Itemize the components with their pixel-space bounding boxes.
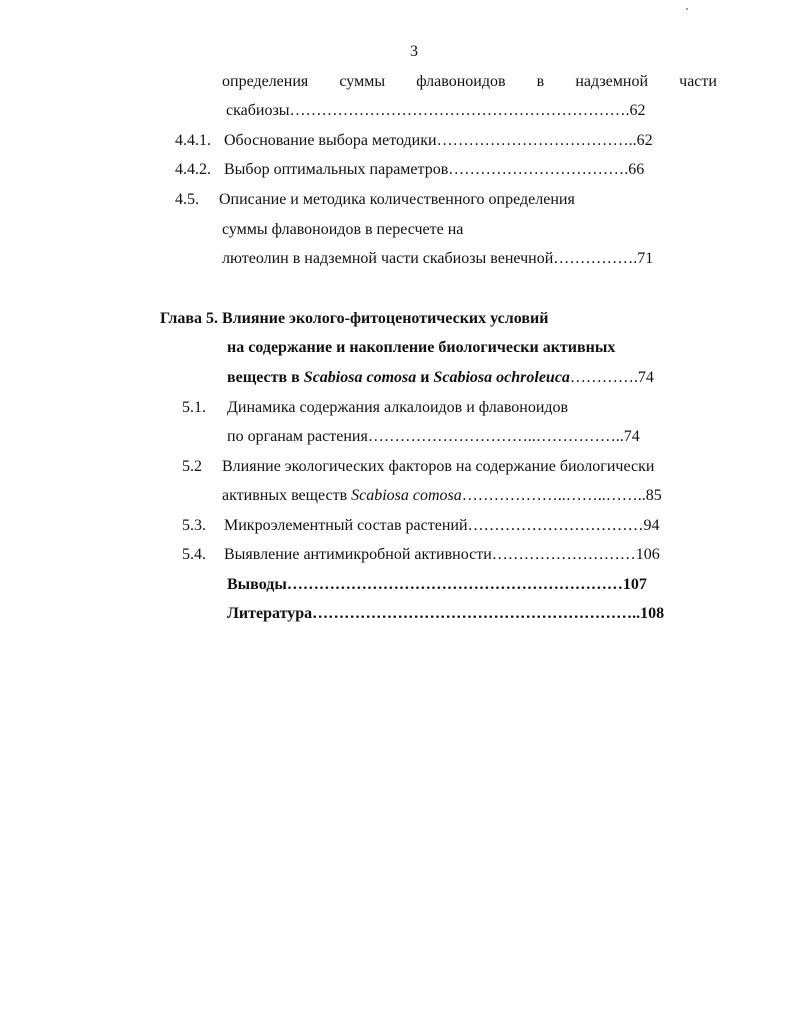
text: активных веществ	[222, 487, 352, 504]
toc-entry-text: лютеолин в надземной части скабиозы венечной…………….71	[222, 250, 654, 267]
chapter-title-cont	[227, 368, 654, 388]
text: Литература……………………………………………………..108	[227, 605, 665, 622]
text: веществ в	[227, 369, 304, 386]
toc-entry-text: Микроэлементный состав растений……………………………94	[224, 517, 660, 534]
toc-entry-text: суммы флавоноидов в пересчете на	[222, 221, 464, 238]
toc-entry-text: Описание и методика количественного определения	[219, 191, 575, 208]
toc-entry-number: 4.4.2.	[175, 161, 211, 178]
toc-entry-number: 5.3.	[182, 517, 206, 534]
word: в	[536, 73, 545, 90]
toc-entry-text	[222, 486, 662, 506]
toc-entry-text: Обоснование выбора методики………………………………..62	[224, 132, 653, 149]
word: части	[679, 73, 717, 90]
word: надземной	[575, 73, 649, 90]
chapter-title: Глава 5. Влияние эколого-фитоценотических условий	[160, 310, 549, 327]
toc-entry-conclusions	[227, 575, 647, 595]
toc-entry-text: скабиозы……………………………………………………….62	[226, 102, 646, 119]
page-number: 3	[410, 43, 418, 60]
toc-entry-number: 5.1.	[182, 399, 206, 416]
toc-entry-text: Динамика содержания алкалоидов и флавоноидов	[227, 399, 569, 416]
toc-line-continuation	[222, 72, 717, 92]
toc-entry-number: 4.5.	[175, 191, 199, 208]
chapter-title-cont: на содержание и накопление биологически активных	[227, 339, 616, 356]
toc-entry-text: по органам растения…………………………..……………..74	[227, 428, 640, 445]
species-name: Scabiosa comosa	[303, 369, 417, 386]
speck	[686, 8, 688, 10]
species-name: Scabiosa comosa	[351, 487, 462, 504]
toc-entry-number: 5.4.	[182, 546, 206, 563]
toc-entry-text: Выбор оптимальных параметров…………………………….66	[224, 161, 645, 178]
word: определения	[222, 73, 309, 90]
toc-entry-literature	[227, 604, 664, 624]
leader-page: ………………..……..……..85	[461, 487, 662, 504]
toc-entry-text: Выявление антимикробной активности………………………106	[224, 546, 660, 563]
toc-entry-number: 4.4.1.	[175, 132, 211, 149]
species-name: Scabiosa ochroleuca	[433, 369, 570, 386]
toc-entry-text: Влияние экологических факторов на содержание биологически	[222, 458, 655, 475]
text: Выводы………………………………………………………107	[227, 576, 647, 593]
text: и	[416, 369, 434, 386]
word: флавоноидов	[416, 73, 506, 90]
toc-entry-number: 5.2	[182, 458, 202, 475]
word: суммы	[339, 73, 386, 90]
leader-page: ………….74	[569, 369, 654, 386]
